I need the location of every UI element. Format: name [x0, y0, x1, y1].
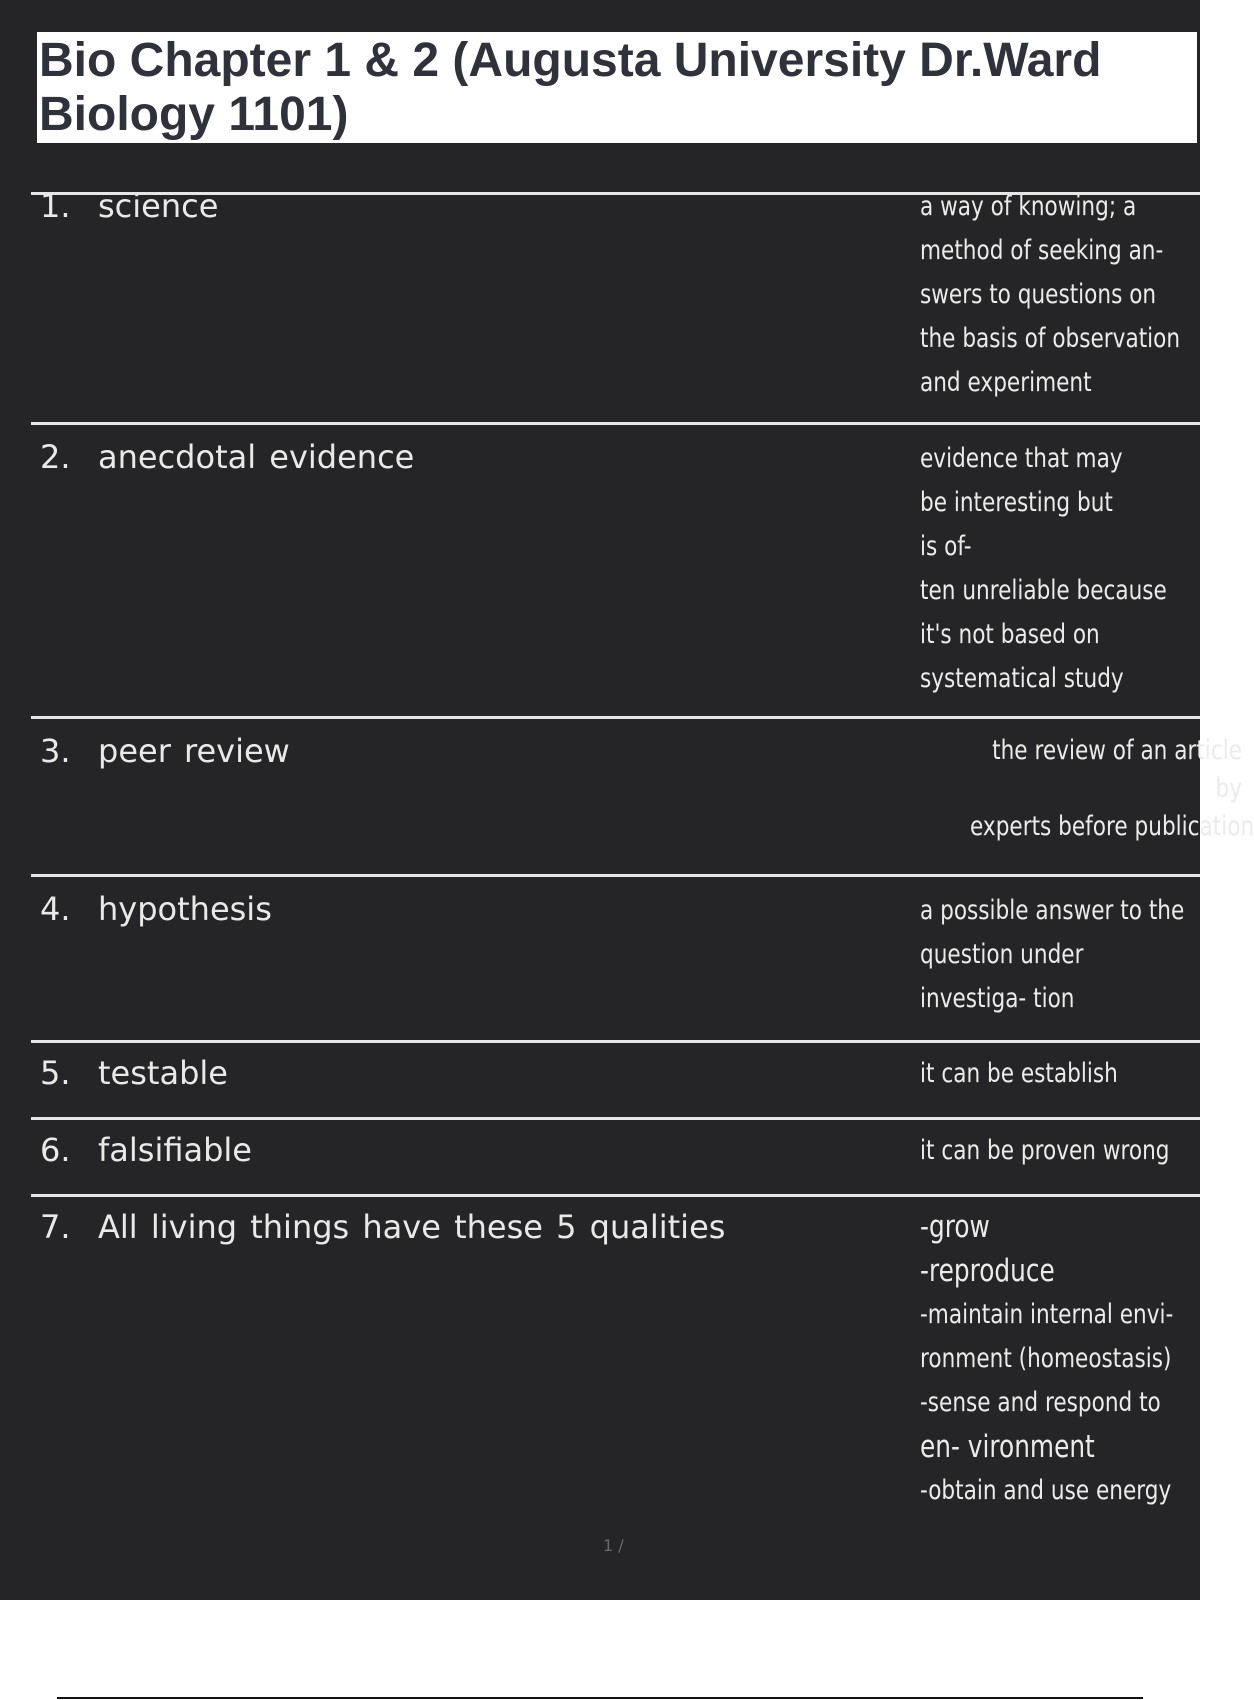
row-divider [31, 1194, 1200, 1197]
title-line-1: Bio Chapter 1 & 2 (Augusta University Dr.Ward [39, 34, 1102, 87]
page-number: 1 / [603, 1536, 624, 1555]
term-7 [40, 1207, 725, 1247]
definition-line: systematical study [920, 663, 1124, 694]
term-number: 2. [40, 438, 71, 476]
term-1 [40, 186, 218, 226]
definition-4 [920, 889, 1185, 1021]
definition-1 [920, 185, 1181, 405]
definition-line: it can be proven wrong [920, 1135, 1170, 1166]
term-text: falsifiable [98, 1131, 252, 1169]
term-number: 1. [40, 187, 71, 225]
definition-line: a way of knowing; a [920, 191, 1137, 222]
row-divider [31, 1040, 1200, 1043]
definition-3 [970, 732, 1254, 846]
definition-line: experts before publication [970, 811, 1254, 842]
definition-line: -grow [920, 1209, 990, 1245]
definition-line: -reproduce [920, 1253, 1055, 1289]
term-text: anecdotal evidence [98, 438, 415, 476]
row-divider [31, 874, 1200, 877]
definition-line: a possible answer to the [920, 895, 1185, 926]
definition-line: en- vironment [920, 1429, 1095, 1465]
definition-line: evidence that may [920, 443, 1123, 474]
definition-line: ten unreliable because [920, 575, 1167, 606]
definition-2 [920, 437, 1167, 701]
term-number: 7. [40, 1208, 71, 1246]
term-text: hypothesis [98, 890, 272, 928]
term-number: 5. [40, 1054, 71, 1092]
definition-5 [920, 1052, 1140, 1096]
term-text: peer review [98, 732, 290, 770]
term-5 [40, 1053, 228, 1093]
title-box [37, 32, 1197, 143]
definition-line: is of- [920, 531, 972, 562]
definition-line: by [1215, 773, 1242, 804]
definition-line: the basis of observation [920, 323, 1181, 354]
definition-line: -obtain and use energy [920, 1475, 1172, 1506]
definition-line: swers to questions on [920, 279, 1157, 310]
definition-6 [920, 1129, 1170, 1173]
term-4 [40, 889, 272, 929]
definition-line: the review of an article [992, 735, 1242, 766]
definition-line: it's not based on [920, 619, 1100, 650]
definition-line: and experiment [920, 367, 1092, 398]
footer-divider [57, 1697, 1143, 1699]
definition-line: question under [920, 939, 1084, 970]
title-line-2: Biology 1101) [39, 88, 349, 141]
definition-line: be interesting but [920, 487, 1113, 518]
definition-line: it can be establish [920, 1058, 1118, 1089]
row-divider [31, 1117, 1200, 1120]
term-6 [40, 1130, 252, 1170]
term-text: testable [98, 1054, 228, 1092]
definition-line: -maintain internal envi- [920, 1299, 1174, 1330]
definition-line: method of seeking an- [920, 235, 1164, 266]
definition-line: ronment (homeostasis) [920, 1343, 1172, 1374]
term-text: science [98, 187, 219, 225]
row-divider [31, 716, 1200, 719]
definition-line: -sense and respond to [920, 1387, 1161, 1418]
definition-7 [920, 1205, 1174, 1513]
definition-line: investiga- tion [920, 983, 1075, 1014]
term-2 [40, 437, 414, 477]
term-number: 4. [40, 890, 71, 928]
term-text: All living things have these 5 qualities [98, 1208, 726, 1246]
row-divider [31, 422, 1200, 425]
term-number: 6. [40, 1131, 71, 1169]
term-number: 3. [40, 732, 71, 770]
term-3 [40, 731, 290, 771]
page-title [39, 34, 1197, 142]
